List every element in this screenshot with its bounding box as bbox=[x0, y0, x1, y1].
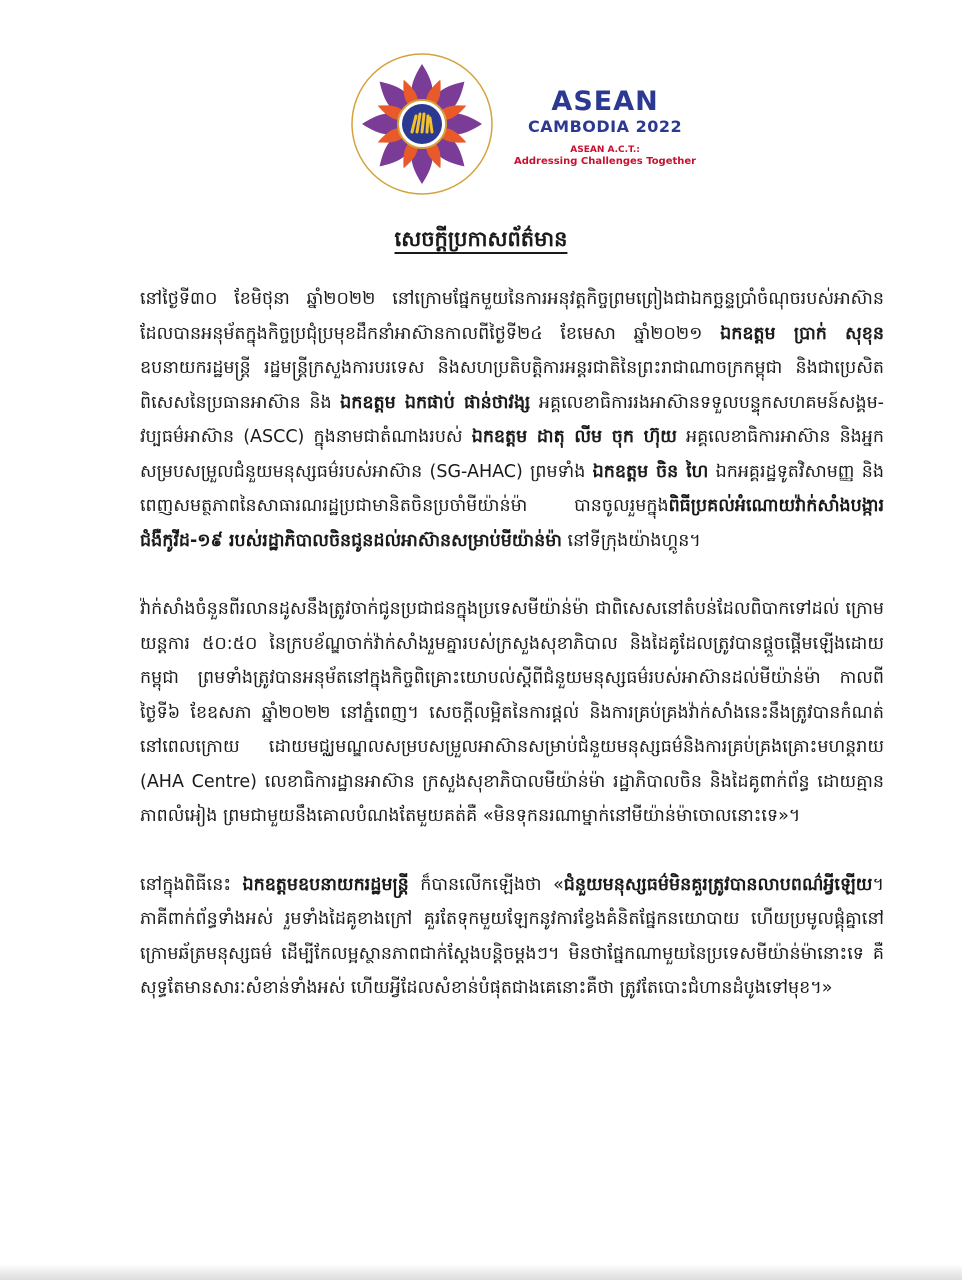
paragraph bbox=[140, 282, 884, 558]
bold-text-run: ពិធីប្រគល់អំណោយវ៉ាក់សាំងបង្ការជំងឺកូវីដ-១៩ របស់រដ្ឋាភិបាលចិនជូនដល់អាស៊ានសម្រាប់មីយ៉ាន់ម៉ា bbox=[140, 496, 884, 551]
text-run: នៅក្នុងពិធីនេះ bbox=[140, 874, 243, 895]
bold-text-run: ឯកឧត្តម ចិន ហៃ bbox=[592, 461, 709, 482]
paragraph bbox=[140, 592, 884, 834]
document-body bbox=[140, 282, 884, 1040]
paragraph bbox=[140, 868, 884, 1006]
text-run: អគ្គលេខាធិការរងអាស៊ានទទួលបន្ទុកសហគមន៍សង្គម-វប្បធម៌អាស៊ាន (ASCC) ក្នុងនាមជាតំណាងរបស់ bbox=[140, 392, 884, 447]
page-bottom-edge bbox=[0, 1264, 962, 1280]
text-run: ឯកអគ្គរដ្ឋទូតវិសាមញ្ញ និងពេញសមត្ថភាពនៃសាធារណរដ្ឋប្រជាមានិតចិនប្រចាំមីយ៉ាន់ម៉ា បានចូលរួមក្នុង bbox=[140, 461, 884, 516]
brand-title: ASEAN bbox=[551, 85, 659, 117]
text-run: ក៏បានលើកឡើងថា « bbox=[408, 874, 564, 895]
brand-subtitle: CAMBODIA 2022 bbox=[528, 116, 683, 136]
text-run: វ៉ាក់សាំងចំនួនពីរលានដូសនឹងត្រូវចាក់ជូនប្រជាជនក្នុងប្រទេសមីយ៉ាន់ម៉ា ជាពិសេសនៅតំបន់ដែលពិបាកទៅដល់ ក្រោមយន្តការ ៥០:៥០ នៃក្របខ័ណ្ឌចាក់វ៉ាក់សាំងរួមគ្នារបស់ក្រសួងសុខាភិបាល និងដៃគូដែលត្រូវបានផ្តួចផ្តើមឡើងដោយកម្ពុជា ព្រមទាំងត្រូវបានអនុម័តនៅក្នុងកិច្ចពិគ្រោះយោបល់ស្តីពីជំនួយមនុស្សធម៌របស់អាស៊ានដល់មីយ៉ាន់ម៉ា កាលពីថ្ងៃទី៦ ខែឧសភា ឆ្នាំ២០២២ នៅភ្នំពេញ។ សេចក្តីលម្អិតនៃការផ្តល់ និងការគ្រប់គ្រងវ៉ាក់សាំងនេះនឹងត្រូវបានកំណត់នៅពេលក្រោយ ដោយមជ្ឈមណ្ឌលសម្របសម្រួលអាស៊ានសម្រាប់ជំនួយមនុស្សធម៌និងការគ្រប់គ្រងគ្រោះមហន្តរាយ (AHA Centre) លេខាធិការដ្ឋានអាស៊ាន ក្រសួងសុខាភិបាលមីយ៉ាន់ម៉ា រដ្ឋាភិបាលចិន និងដៃគូពាក់ព័ន្ធ ដោយគ្មានភាពលំអៀង ព្រមជាមួយនឹងគោលបំណងតែមួយគត់គឺ «មិនទុកនរណាម្នាក់នៅមីយ៉ាន់ម៉ាចោលនោះទេ»។ bbox=[140, 599, 884, 826]
page-header bbox=[350, 52, 696, 196]
brand-tagline: ASEAN A.C.T.: bbox=[570, 144, 640, 155]
bold-text-run: ឯកឧត្តម ដាតុ លីម ចុក ហ៊ុយ bbox=[471, 427, 677, 447]
asean-cambodia-emblem-icon bbox=[350, 52, 494, 196]
bold-text-run: ឯកឧត្តម ប្រាក់ សុខុន bbox=[720, 323, 884, 344]
text-run: នៅថ្ងៃទី៣០ ខែមិថុនា ឆ្នាំ២០២២ នៅក្រោមផ្នែកមួយនៃការអនុវត្តកិច្ចព្រមព្រៀងជាឯកច្ឆន្ទប្រាំចំណុចរបស់អាស៊ាន ដែលបានអនុម័តក្នុងកិច្ចប្រជុំប្រមុខដឹកនាំអាស៊ានកាលពីថ្ងៃទី២៤ ខែមេសា ឆ្នាំ២០២១ bbox=[140, 289, 884, 344]
bold-text-run: ឯកឧត្តមឧបនាយករដ្ឋមន្ត្រី bbox=[242, 874, 409, 895]
brand-block bbox=[514, 87, 696, 168]
text-run: ។ ភាគីពាក់ព័ន្ធទាំងអស់ រួមទាំងដៃគូខាងក្រៅ គួរតែទុកមួយឡែកនូវការខ្វែងគំនិតផ្នែកនយោបាយ ហើយប្រមូលផ្តុំគ្នានៅក្រោមឆ័ត្រមនុស្សធម៌ ដើម្បីកែលម្អស្ថានភាពជាក់ស្តែងបន្តិចម្តងៗ។ មិនថាផ្នែកណាមួយនៃប្រទេសមីយ៉ាន់ម៉ានោះទេ គឺសុទ្ធតែមានសារៈសំខាន់ទាំងអស់ ហើយអ្វីដែលសំខាន់បំផុតជាងគេនោះគឺថា ត្រូវតែបោះជំហានដំបូងទៅមុខ។» bbox=[140, 874, 884, 998]
text-run: ឧបនាយករដ្ឋមន្ត្រី រដ្ឋមន្ត្រីក្រសួងការបរទេស និងសហប្រតិបត្តិការអន្តរជាតិនៃព្រះរាជាណាចក្រកម្ពុជា និងជាប្រេសិតពិសេសនៃប្រធានអាស៊ាន និង bbox=[140, 358, 884, 413]
brand-tagline-detail: Addressing Challenges Together bbox=[514, 155, 697, 167]
bold-text-run: ឯកឧត្តម ឯកផាប់ ផាន់ថាវង្ស bbox=[340, 392, 531, 413]
bold-text-run: ជំនួយមនុស្សធម៌មិនគួរត្រូវបានលាបពណ៌អ្វីឡើយ bbox=[563, 874, 873, 895]
page-title: សេចក្តីប្រកាសព័ត៌មាន bbox=[394, 227, 568, 251]
text-run: អគ្គលេខាធិការអាស៊ាន និងអ្នកសម្របសម្រួលជំនួយមនុស្សធម៌របស់អាស៊ាន (SG-AHAC) ព្រមទាំង bbox=[140, 427, 885, 482]
text-run: នៅទីក្រុងយ៉ាងហ្គូន។ bbox=[561, 530, 701, 551]
page-title-wrapper bbox=[0, 226, 962, 257]
